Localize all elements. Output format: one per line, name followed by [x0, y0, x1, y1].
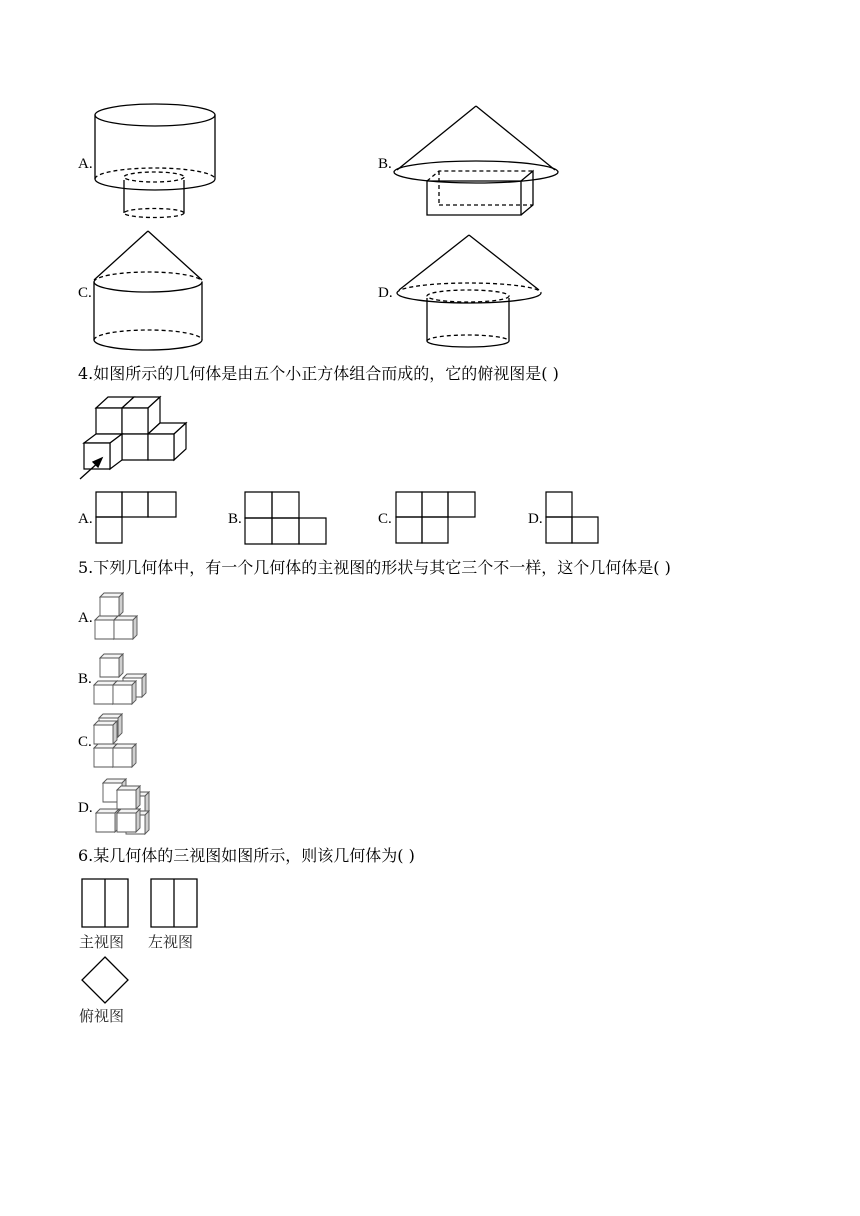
q5-question-text: 5.下列几何体中，有一个几何体的主视图的形状与其它三个不一样，这个几何体是( ) [78, 558, 671, 577]
q3-option-c-label[interactable]: C. [78, 285, 92, 301]
q4-option-d-label[interactable]: D. [528, 511, 543, 527]
q5-option-a-label[interactable]: A. [78, 610, 93, 626]
q6-top-view-caption: 俯视图 [79, 1007, 125, 1025]
q4-question-text: 4.如图所示的几何体是由五个小正方体组合而成的，它的俯视图是( ) [78, 364, 559, 383]
q6-side-view-caption: 左视图 [148, 933, 194, 951]
q3-option-b-label[interactable]: B. [378, 156, 392, 172]
q5-option-b-label[interactable]: B. [78, 671, 92, 687]
q5-option-d-label[interactable]: D. [78, 800, 93, 816]
q4-option-b-label[interactable]: B. [228, 511, 242, 527]
q5-option-c-label[interactable]: C. [78, 734, 92, 750]
q4-option-a-label[interactable]: A. [78, 511, 93, 527]
q4-option-c-label[interactable]: C. [378, 511, 392, 527]
q6-question-text: 6.某几何体的三视图如图所示，则该几何体为( ) [78, 846, 415, 865]
q6-front-view-caption: 主视图 [79, 933, 125, 951]
q3-option-a-label[interactable]: A. [78, 156, 93, 172]
q3-option-d-label[interactable]: D. [378, 285, 393, 301]
